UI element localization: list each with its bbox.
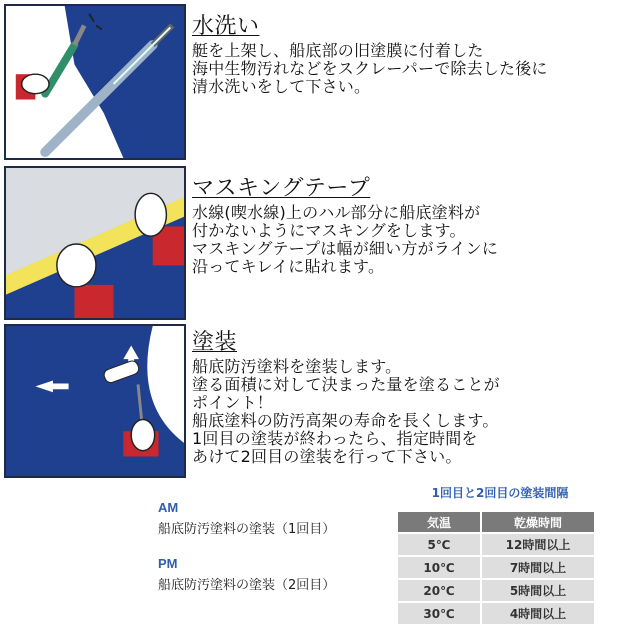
header-dry-time: 乾燥時間 bbox=[482, 512, 594, 532]
painting-line-3: ポイント！ bbox=[192, 393, 274, 412]
am-text: 船底防汚塗料の塗装（1回目） bbox=[158, 522, 336, 537]
pm-text: 船底防汚塗料の塗装（2回目） bbox=[158, 578, 336, 593]
painting-description bbox=[192, 358, 634, 466]
washing-line-1: 艇を上架し、船底部の旧塗膜に付着した bbox=[192, 41, 484, 60]
washing-heading: 水洗い bbox=[192, 14, 260, 39]
temperature-cell: 10℃ bbox=[398, 557, 480, 578]
table-row bbox=[398, 557, 594, 578]
interval-table bbox=[396, 510, 596, 626]
dry-time-cell: 5時間以上 bbox=[482, 580, 594, 601]
masking-illustration bbox=[4, 166, 186, 320]
masking-line-4: 沿ってキレイに貼れます。 bbox=[192, 257, 385, 276]
temperature-cell: 5℃ bbox=[398, 534, 480, 555]
temperature-cell: 20℃ bbox=[398, 580, 480, 601]
table-row bbox=[398, 603, 594, 624]
dry-time-cell: 7時間以上 bbox=[482, 557, 594, 578]
am-label: AM bbox=[158, 500, 179, 515]
masking-section bbox=[192, 176, 634, 276]
header-temperature: 気温 bbox=[398, 512, 480, 532]
masking-line-2: 付かないようにマスキングをします。 bbox=[192, 221, 466, 240]
dry-time-cell: 12時間以上 bbox=[482, 534, 594, 555]
masking-description bbox=[192, 204, 634, 276]
painting-section bbox=[192, 330, 634, 466]
painting-illustration bbox=[4, 324, 186, 478]
pm-label: PM bbox=[158, 556, 178, 571]
table-row bbox=[398, 534, 594, 555]
masking-line-3: マスキングテープは幅が細い方がラインに bbox=[192, 239, 499, 258]
washing-line-3: 清水洗いをして下さい。 bbox=[192, 77, 371, 96]
painting-line-6: あけて2回目の塗装を行って下さい。 bbox=[192, 447, 462, 466]
painting-line-2: 塗る面積に対して決まった量を塗ることが bbox=[192, 375, 500, 394]
painting-line-5: 1回目の塗装が終わったら、指定時間を bbox=[192, 429, 478, 448]
painting-heading: 塗装 bbox=[192, 330, 238, 355]
washing-line-2: 海中生物汚れなどをスクレーパーで除去した後に bbox=[192, 59, 548, 78]
painting-line-4: 船底塗料の防汚高架の寿命を長くします。 bbox=[192, 411, 499, 430]
interval-table-title: 1回目と2回目の塗装間隔 bbox=[431, 486, 569, 500]
dry-time-cell: 4時間以上 bbox=[482, 603, 594, 624]
painting-line-1: 船底防汚塗料を塗装します。 bbox=[192, 357, 402, 376]
masking-heading: マスキングテープ bbox=[192, 176, 371, 201]
washing-description bbox=[192, 42, 634, 96]
masking-line-1: 水線(喫水線)上のハル部分に船底塗料が bbox=[192, 203, 481, 222]
table-row bbox=[398, 580, 594, 601]
temperature-cell: 30℃ bbox=[398, 603, 480, 624]
washing-section bbox=[192, 14, 634, 96]
washing-illustration bbox=[4, 4, 186, 160]
